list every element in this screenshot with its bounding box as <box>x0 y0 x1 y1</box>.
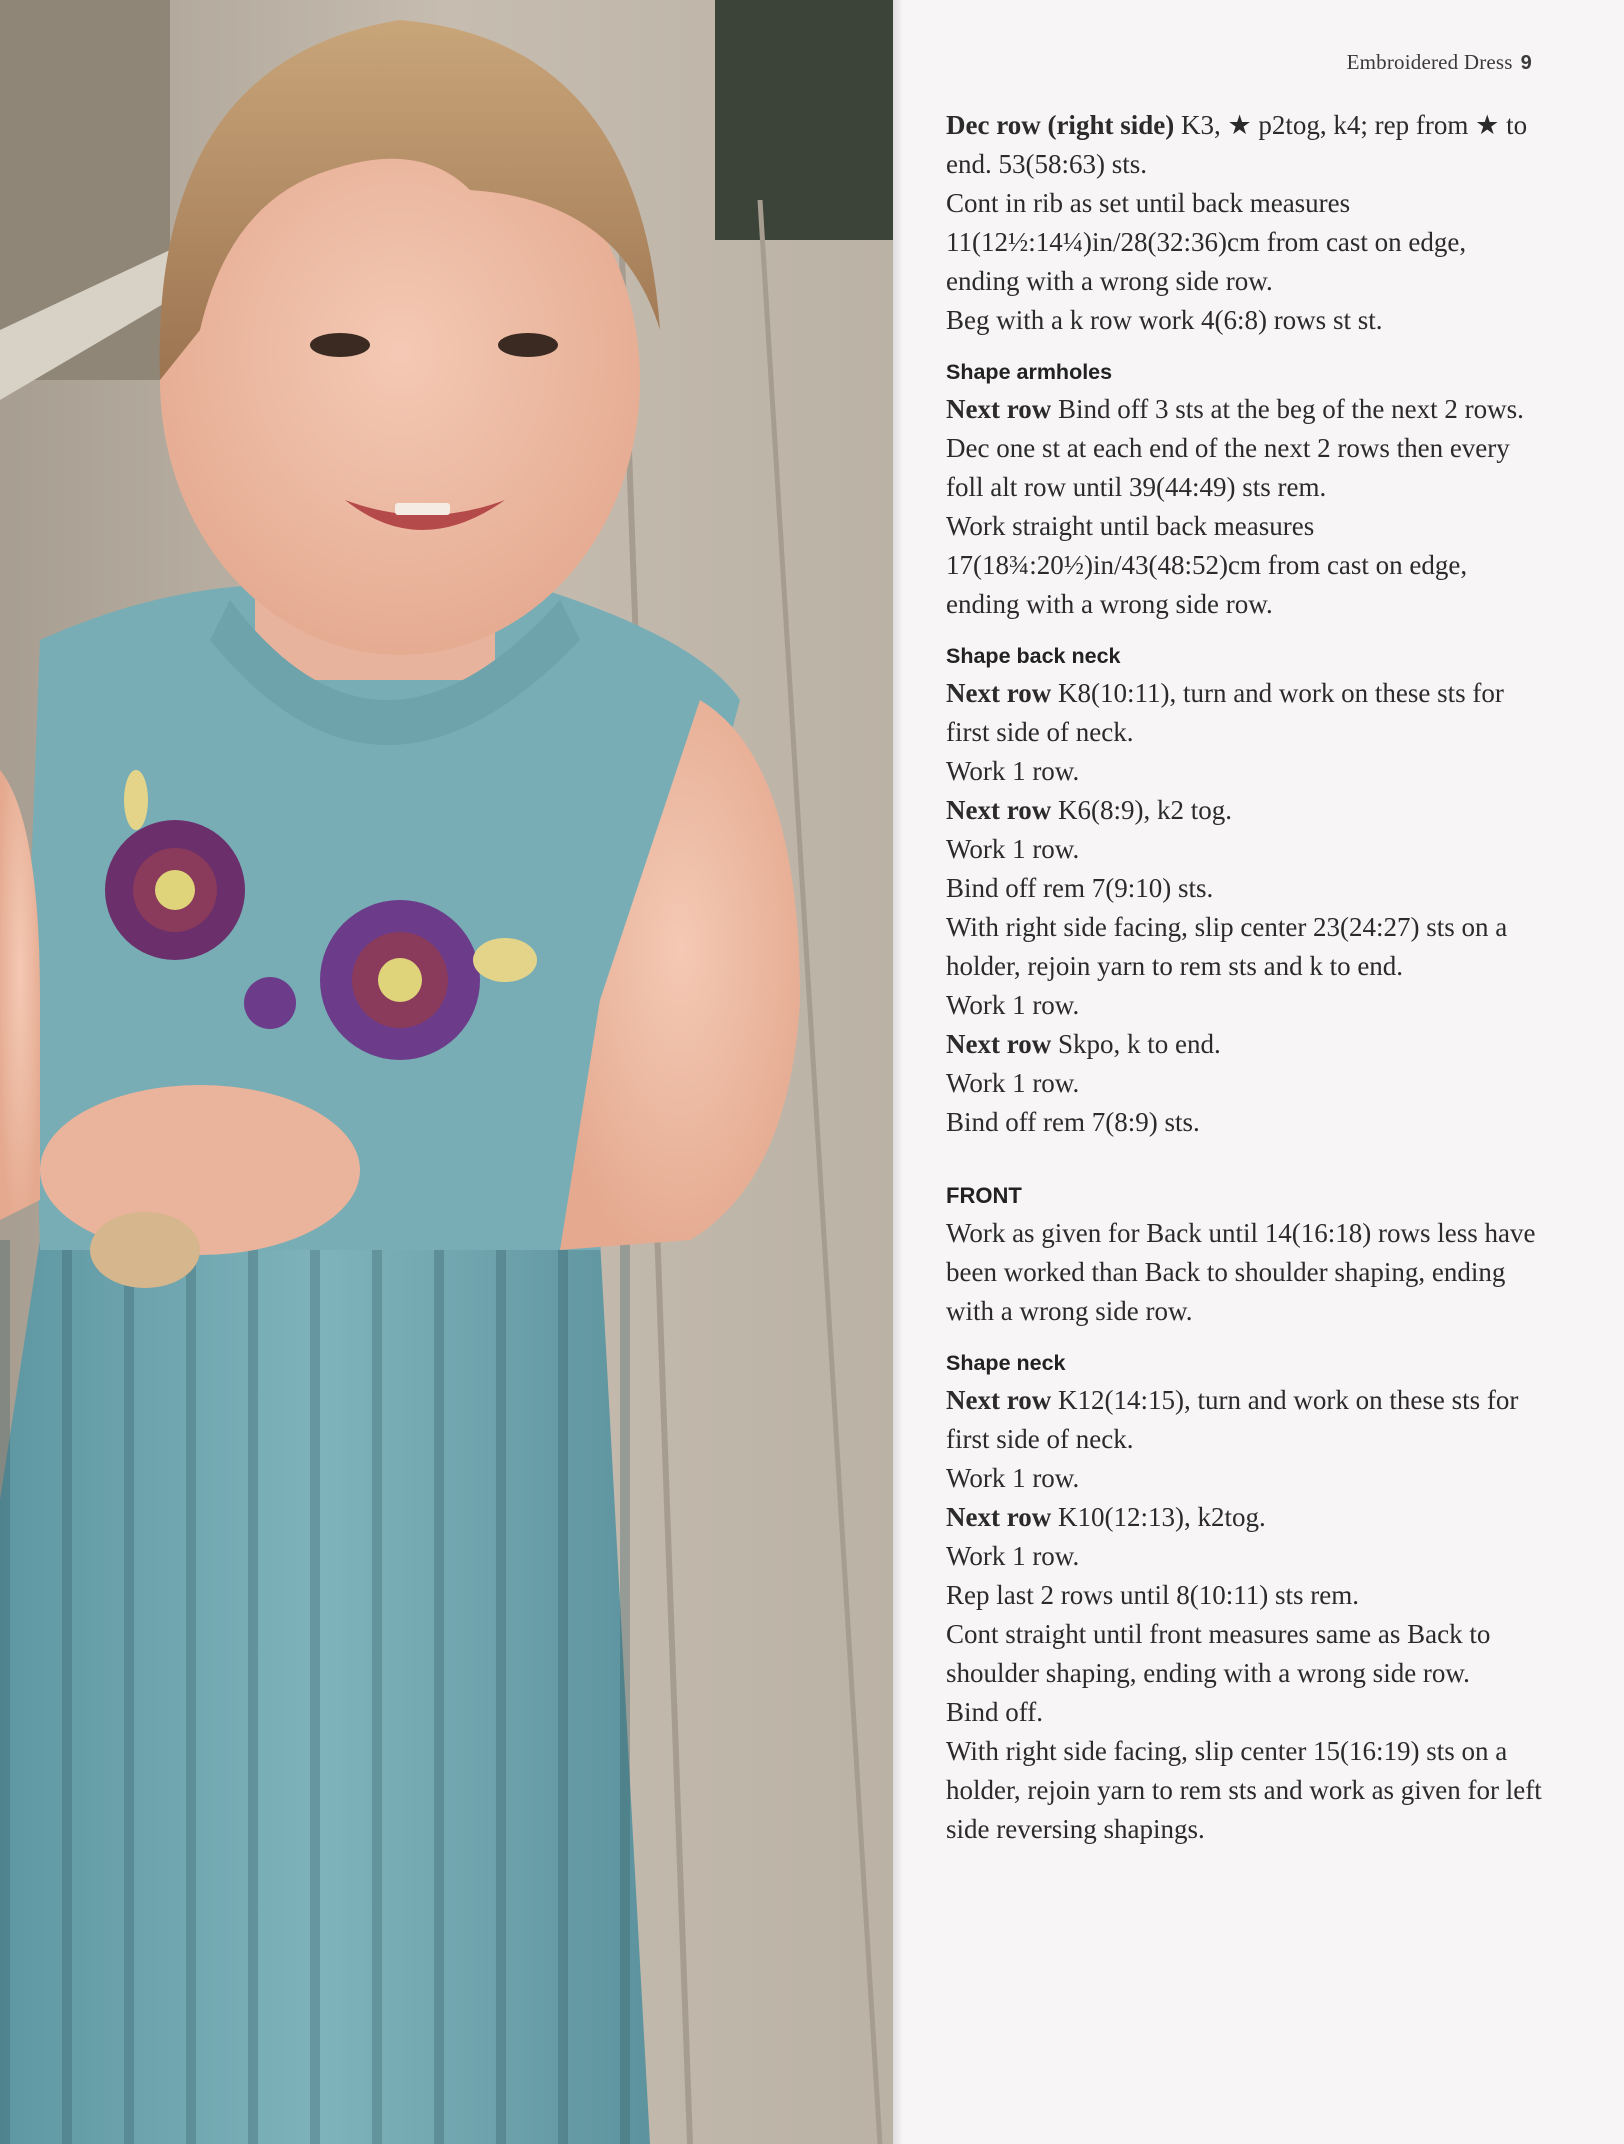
instruction-paragraph <box>946 1381 1546 1459</box>
instruction-paragraph: Rep last 2 rows until 8(10:11) sts rem. <box>946 1580 1359 1610</box>
instruction-paragraph: Bind off. <box>946 1697 1044 1727</box>
section-heading-shape-back-neck: Shape back neck <box>946 644 1121 668</box>
instruction-paragraph <box>946 791 1546 830</box>
running-head-title: Embroidered Dress <box>1346 50 1513 74</box>
row-text: K6(8:9), k2 tog. <box>1051 795 1232 825</box>
row-lead: Next row <box>946 678 1052 708</box>
instruction-paragraph: Work 1 row. <box>946 1068 1080 1098</box>
row-text: K3, ★ p2tog, k4; rep from ★ to end. 53(58:63) sts. <box>946 110 1528 179</box>
row-lead: Dec row (right side) <box>946 110 1175 140</box>
instruction-paragraph: Dec one st at each end of the next 2 rows then every foll alt row until 39(44:49) sts rem. <box>946 433 1510 502</box>
section-heading-shape-neck: Shape neck <box>946 1351 1066 1375</box>
page-gutter <box>893 0 903 2144</box>
row-lead: Next row <box>946 795 1052 825</box>
row-text: Skpo, k to end. <box>1051 1029 1221 1059</box>
row-text: K8(10:11), turn and work on these sts for first side of neck. <box>946 678 1504 747</box>
row-lead: Next row <box>946 1385 1052 1415</box>
instruction-paragraph: Work as given for Back until 14(16:18) rows less have been worked than Back to shoulder shaping, ending with a wrong side row. <box>946 1218 1536 1326</box>
row-text: Bind off 3 sts at the beg of the next 2 rows. <box>1051 394 1524 424</box>
instruction-paragraph: Bind off rem 7(8:9) sts. <box>946 1107 1200 1137</box>
row-lead: Next row <box>946 1502 1052 1532</box>
instruction-paragraph <box>946 674 1546 752</box>
page-number: 9 <box>1520 52 1532 74</box>
instruction-paragraph: Work 1 row. <box>946 834 1080 864</box>
row-lead: Next row <box>946 1029 1052 1059</box>
instruction-paragraph: With right side facing, slip center 23(24:27) sts on a holder, rejoin yarn to rem sts and k to end. <box>946 912 1508 981</box>
instruction-paragraph: Work 1 row. <box>946 756 1080 786</box>
instruction-paragraph: Work straight until back measures 17(18¾:20½)in/43(48:52)cm from cast on edge, ending with a wrong side row. <box>946 511 1468 619</box>
row-text: K10(12:13), k2tog. <box>1051 1502 1266 1532</box>
row-lead: Next row <box>946 394 1052 424</box>
section-heading-shape-armholes: Shape armholes <box>946 360 1113 384</box>
instruction-paragraph: Cont in rib as set until back measures 11(12½:14¼)in/28(32:36)cm from cast on edge, ending with a wrong side row. <box>946 188 1467 296</box>
instruction-paragraph: Work 1 row. <box>946 1463 1080 1493</box>
instruction-paragraph <box>946 106 1546 184</box>
instruction-paragraph: With right side facing, slip center 15(16:19) sts on a holder, rejoin yarn to rem sts and work as given for left side reversing shapings. <box>946 1736 1542 1844</box>
pattern-instructions <box>946 106 1546 1849</box>
instruction-paragraph <box>946 1498 1546 1537</box>
section-heading-front: FRONT <box>946 1183 1022 1208</box>
instruction-paragraph: Bind off rem 7(9:10) sts. <box>946 873 1214 903</box>
instruction-paragraph: Beg with a k row work 4(6:8) rows st st. <box>946 305 1383 335</box>
instruction-paragraph: Cont straight until front measures same as Back to shoulder shaping, ending with a wrong side row. <box>946 1619 1491 1688</box>
instruction-paragraph <box>946 390 1546 429</box>
instruction-paragraph <box>946 1025 1546 1064</box>
instruction-paragraph: Work 1 row. <box>946 990 1080 1020</box>
running-head <box>1347 50 1532 75</box>
instruction-paragraph: Work 1 row. <box>946 1541 1080 1571</box>
row-text: K12(14:15), turn and work on these sts for first side of neck. <box>946 1385 1519 1454</box>
